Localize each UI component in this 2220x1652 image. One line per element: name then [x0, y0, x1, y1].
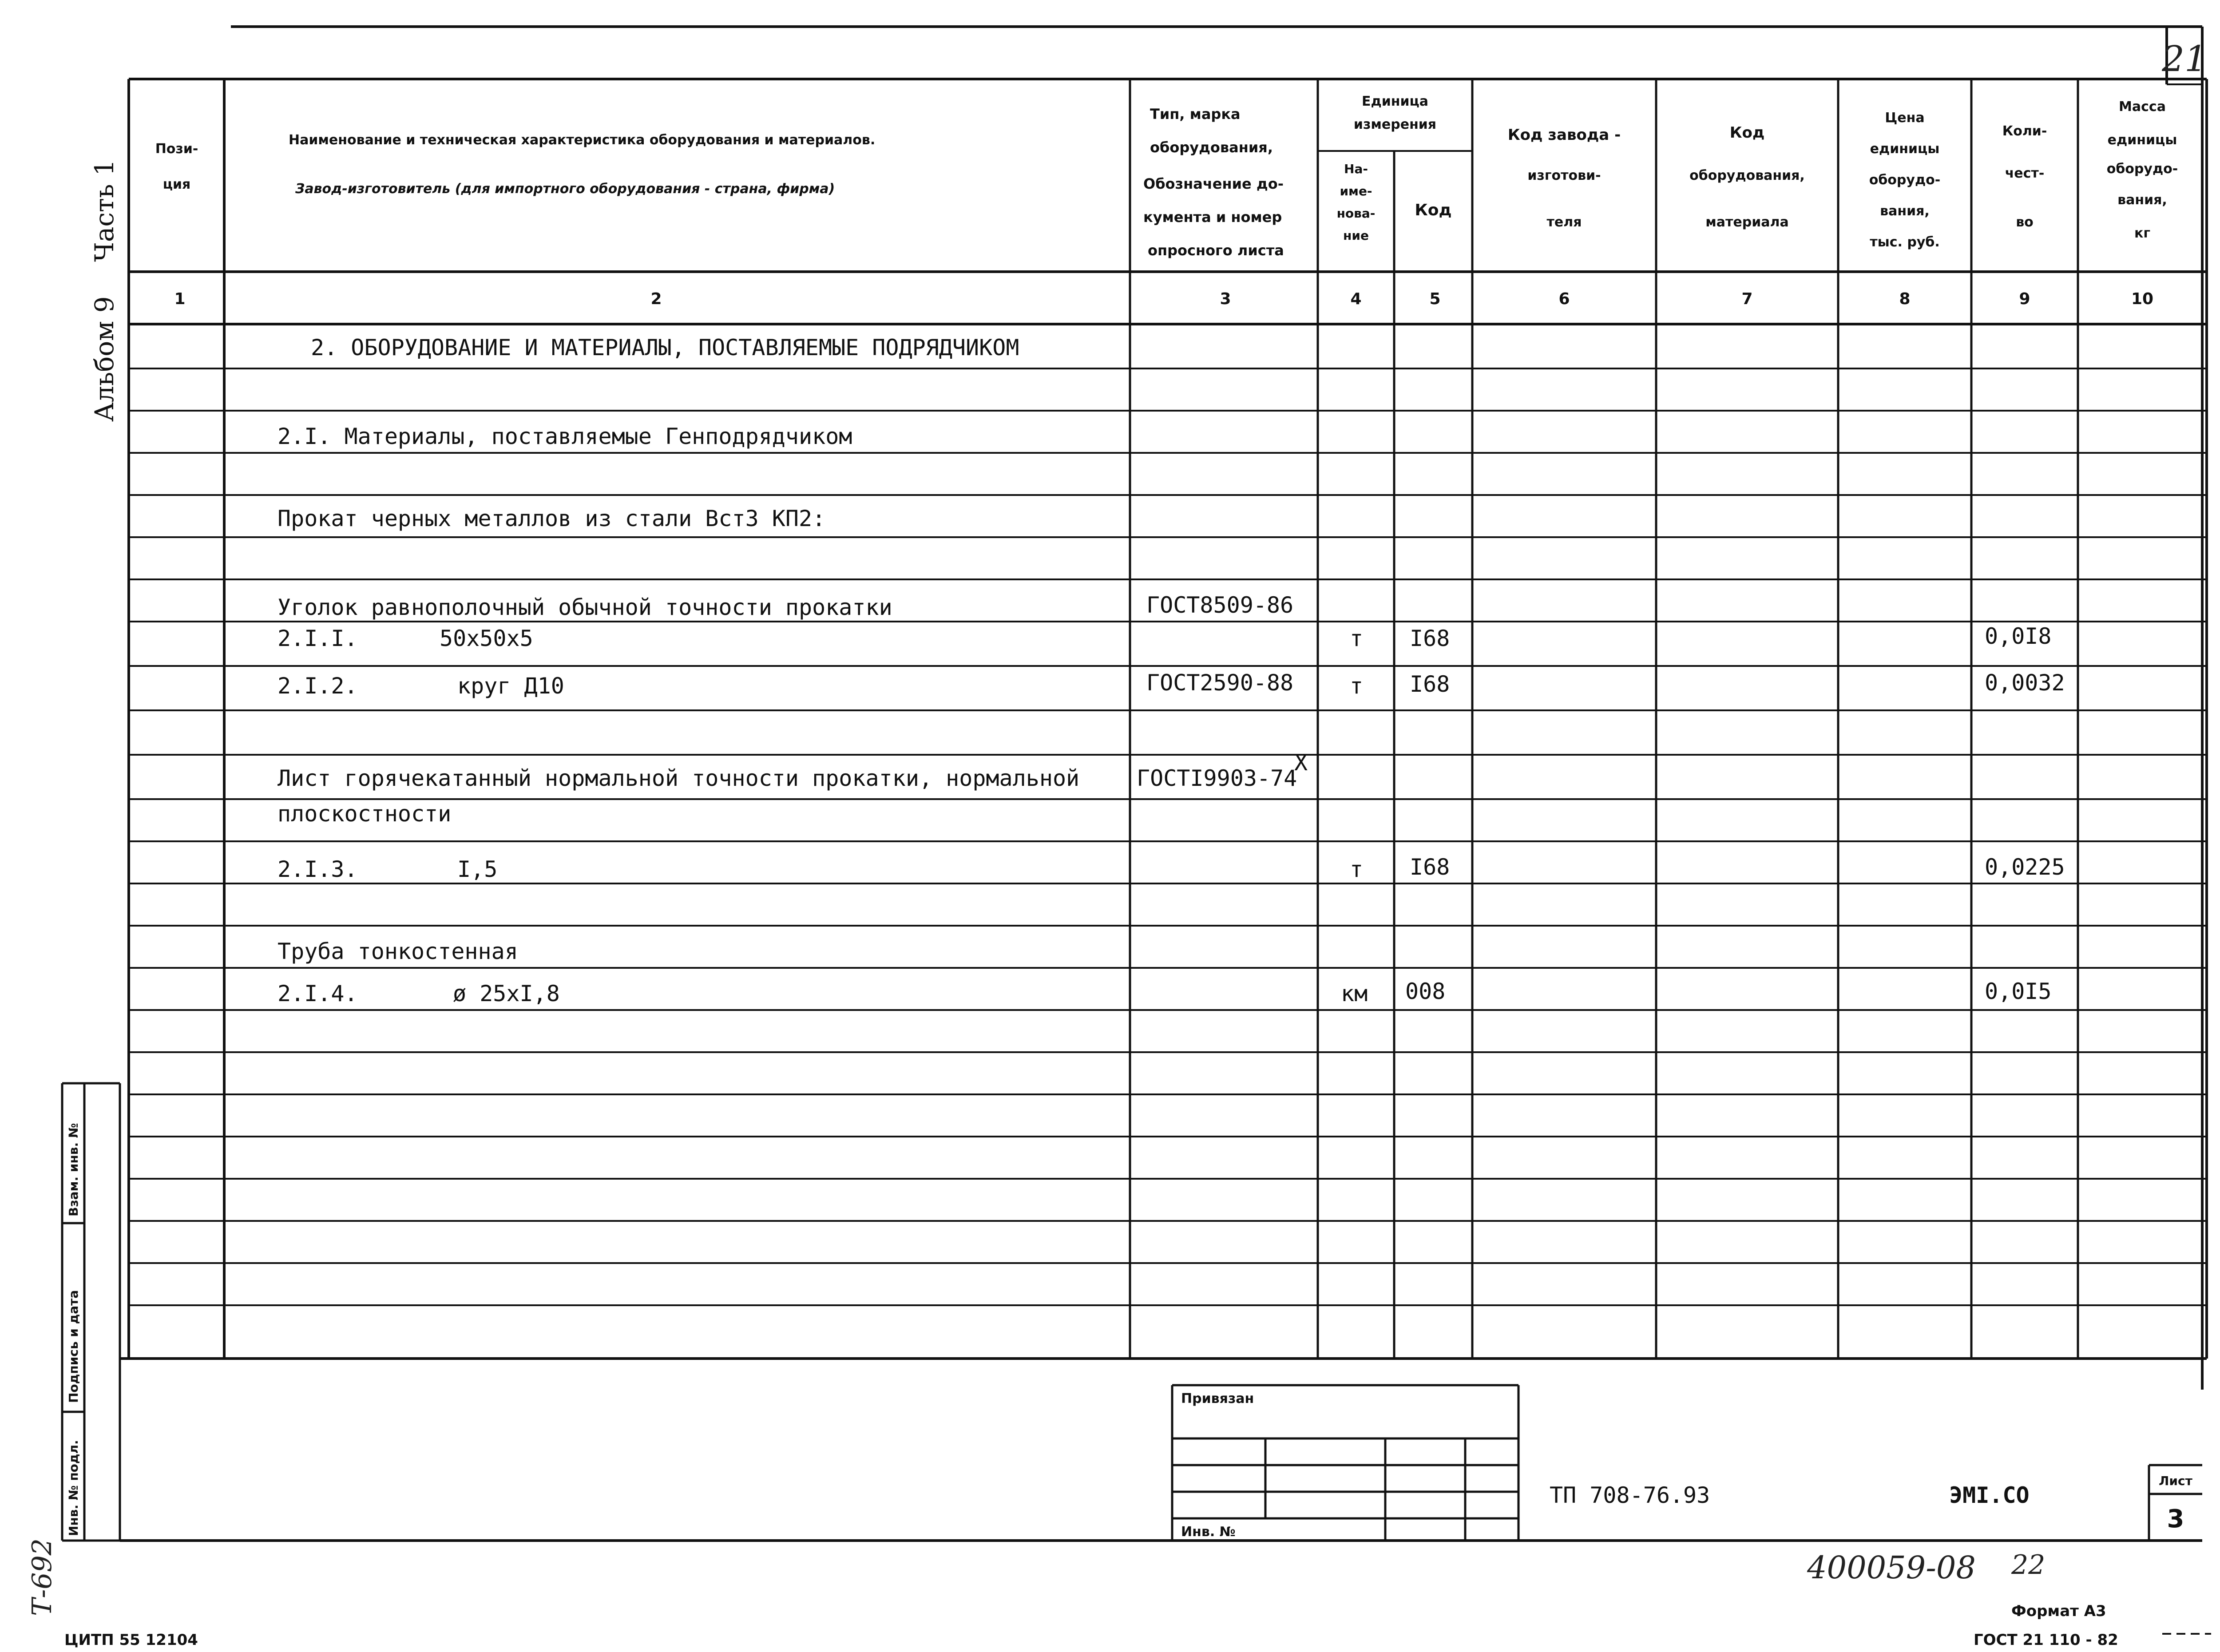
svg-text:10: 10 [2131, 290, 2154, 308]
svg-text:опросного листа: опросного листа [1148, 242, 1284, 259]
svg-text:ГОСТ2590-88: ГОСТ2590-88 [1146, 670, 1294, 696]
svg-text:I,5: I,5 [457, 856, 498, 882]
table-row [278, 979, 2052, 1006]
svg-text:0,0225: 0,0225 [1985, 854, 2065, 880]
svg-text:Пози-: Пози- [155, 141, 198, 157]
spec-table-grid [120, 79, 2207, 1359]
svg-text:ние: ние [1343, 228, 1369, 243]
header-unit-group [1354, 94, 1436, 132]
svg-text:вания,: вания, [2117, 192, 2167, 208]
svg-text:т: т [1350, 673, 1364, 699]
list-number: 3 [2167, 1505, 2184, 1533]
svg-text:единицы: единицы [2107, 132, 2177, 148]
svg-text:2.I.4.: 2.I.4. [278, 981, 358, 1006]
svg-text:тыс. руб.: тыс. руб. [1870, 234, 1940, 250]
svg-text:Обозначение до-: Обозначение до- [1143, 175, 1284, 192]
svg-text:Код завода -: Код завода - [1507, 126, 1621, 144]
svg-text:оборудования,: оборудования, [1150, 139, 1273, 156]
svg-text:во: во [2016, 214, 2034, 230]
svg-text:7: 7 [1741, 290, 1753, 308]
footer-left: ЦИТП 55 12104 [64, 1631, 198, 1649]
stamp-inv-podl: Инв. № подл. [66, 1440, 81, 1536]
group-title: Прокат черных металлов из стали ВстЗ КП2: [278, 506, 826, 531]
svg-text:5: 5 [1429, 290, 1441, 308]
page-number: 21 [2162, 38, 2207, 79]
svg-text:На-: На- [1344, 162, 1368, 176]
privyazan-label: Привязан [1181, 1391, 1254, 1406]
code-vertical: Т-692 [27, 1538, 58, 1616]
svg-text:измерения: измерения [1353, 117, 1437, 132]
svg-text:Масса: Масса [2119, 99, 2166, 115]
header-col5: Код [1415, 201, 1452, 219]
svg-text:1: 1 [174, 290, 186, 308]
svg-text:т: т [1350, 856, 1364, 882]
header-col8 [1869, 110, 1941, 250]
stamp-inv-vzam: Взам. инв. № [66, 1123, 81, 1216]
svg-text:изготови-: изготови- [1527, 168, 1601, 183]
side-label-album: Альбом 9 [89, 296, 119, 422]
header-col3 [1143, 106, 1284, 259]
doc-code: ТП 708-76.93 [1550, 1482, 1710, 1508]
svg-text:0,0I5: 0,0I5 [1985, 979, 2052, 1004]
column-numbers [174, 290, 2153, 308]
svg-text:вания,: вания, [1880, 203, 1930, 219]
pipe-title: Труба тонкостенная [278, 939, 518, 964]
svg-text:Код: Код [1729, 124, 1765, 142]
svg-text:2: 2 [650, 290, 662, 308]
sheet-doc: ГОСТI9903-74 [1137, 765, 1297, 791]
sheet-border [231, 27, 2202, 1390]
svg-text:I68: I68 [1410, 671, 1450, 697]
svg-text:Единица: Единица [1362, 94, 1428, 109]
list-label: Лист [2159, 1474, 2192, 1488]
footer-gost: ГОСТ 21 110 - 82 [1974, 1631, 2118, 1649]
svg-text:2.I.3.: 2.I.3. [278, 856, 358, 882]
footer-format: Формат А3 [2011, 1602, 2106, 1620]
svg-text:6: 6 [1558, 290, 1570, 308]
svg-text:I68: I68 [1410, 626, 1450, 651]
title-block [1172, 1385, 2202, 1541]
side-label-part: Часть 1 [89, 159, 119, 262]
svg-text:нова-: нова- [1336, 206, 1376, 221]
table-row [278, 670, 2065, 699]
svg-text:км: км [1341, 981, 1368, 1006]
handwritten-number: 400059-08 [1807, 1549, 1976, 1586]
svg-text:чест-: чест- [2005, 166, 2045, 181]
svg-text:кг: кг [2134, 226, 2151, 241]
svg-text:т: т [1350, 626, 1364, 651]
svg-text:кумента и номер: кумента и номер [1143, 209, 1282, 226]
svg-text:4: 4 [1350, 290, 1362, 308]
sheet-doc-sup: X [1294, 750, 1308, 776]
svg-text:единицы: единицы [1870, 141, 1940, 157]
svg-text:Тип, марка: Тип, марка [1150, 106, 1241, 123]
svg-text:0,0032: 0,0032 [1985, 670, 2065, 696]
svg-text:оборудо-: оборудо- [2106, 161, 2178, 177]
svg-text:оборудо-: оборудо- [1869, 172, 1941, 188]
subsection-title: 2.I. Материалы, поставляемые Генподрядчиком [278, 424, 852, 449]
svg-text:ø 25xI,8: ø 25xI,8 [453, 981, 560, 1006]
svg-text:2.I.2.: 2.I.2. [278, 673, 358, 699]
svg-text:Коли-: Коли- [2002, 123, 2047, 139]
header-col1 [155, 141, 198, 192]
inv-no-label: Инв. № [1181, 1524, 1236, 1540]
svg-text:круг Д10: круг Д10 [457, 673, 564, 699]
stamp-sign-date: Подпись и дата [66, 1290, 81, 1403]
header-col4 [1337, 162, 1376, 243]
svg-text:оборудования,: оборудования, [1689, 168, 1805, 183]
handwritten-page: 22 [2011, 1549, 2046, 1581]
svg-text:теля: теля [1546, 214, 1582, 230]
table-row [278, 854, 2065, 882]
svg-text:материала: материала [1705, 214, 1789, 230]
header-col9 [2002, 123, 2047, 230]
left-stamp-column [62, 1083, 2202, 1541]
header-col6 [1508, 126, 1621, 230]
svg-text:0,0I8: 0,0I8 [1985, 623, 2052, 649]
svg-text:9: 9 [2019, 290, 2030, 308]
doc-mark: ЭМI.СО [1949, 1482, 2030, 1508]
svg-text:Цена: Цена [1885, 110, 1925, 126]
svg-text:име-: име- [1340, 184, 1372, 198]
angle-title: Уголок равнополочный обычной точности прокатки [278, 594, 892, 620]
spec-body [278, 335, 2065, 1006]
table-row [278, 623, 2052, 651]
header-col2 [289, 132, 875, 197]
header-col10 [2107, 99, 2178, 241]
svg-text:3: 3 [1220, 290, 1231, 308]
svg-text:Наименование и техническая хар: Наименование и техническая характеристика оборудования и материалов. [289, 132, 876, 148]
sheet-title-1: Лист горячекатанный нормальной точности прокатки, нормальной [278, 765, 1080, 791]
svg-text:Завод-изготовитель (для импор: Завод-изготовитель (для импортного оборудования - страна, фирма) [295, 181, 835, 197]
svg-text:50x50x5: 50x50x5 [440, 626, 533, 651]
svg-text:8: 8 [1899, 290, 1911, 308]
header-col7 [1689, 124, 1805, 230]
svg-text:I68: I68 [1410, 854, 1450, 880]
svg-text:ция: ция [163, 177, 191, 192]
svg-text:2.I.I.: 2.I.I. [278, 626, 358, 651]
angle-doc: ГОСТ8509-86 [1146, 592, 1294, 618]
section-title: 2. ОБОРУДОВАНИЕ И МАТЕРИАЛЫ, ПОСТАВЛЯЕМЫЕ ПОДРЯДЧИКОМ [311, 335, 1019, 361]
svg-text:008: 008 [1405, 979, 1446, 1004]
sheet-title-2: плоскостности [278, 801, 452, 827]
